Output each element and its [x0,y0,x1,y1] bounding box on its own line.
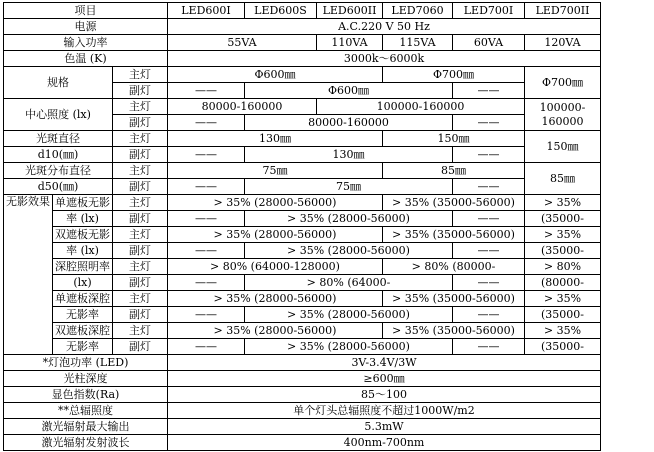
spot-dia-main-row [4,131,601,147]
center-illum-main-row [4,99,601,115]
spot-dia-aux-b: 130㎜ [245,147,453,163]
beam-depth-label: 光柱深度 [4,371,168,387]
spec-aux-600: Φ600㎜ [245,83,453,99]
aux-lamp-label: 副灯 [113,307,168,323]
spec-main-row [4,67,601,83]
spot-dist-c6: 85㎜ [525,163,601,195]
dash-cell: —— [168,147,245,163]
spot-dia-main-b: 150㎜ [383,131,525,147]
spot-dist-aux-row [4,179,601,195]
shadow-main-c6: > 80% [525,259,601,275]
spec-main-600: Φ600㎜ [168,67,383,83]
shadow-aux-c6: (35000- [525,211,601,227]
main-lamp-label: 主灯 [113,227,168,243]
shadow-r0-main [4,195,601,211]
shadow-aux-c6: (35000- [525,243,601,259]
shadow-main-a: > 35% (28000-56000) [168,227,383,243]
aux-lamp-label: 副灯 [113,339,168,355]
shadow-main-b: > 35% (35000-56000) [383,227,525,243]
cri-row [4,387,601,403]
dash-cell: —— [453,83,525,99]
shadow-r4-aux [4,339,601,355]
dash-cell: —— [168,179,245,195]
main-lamp-label: 主灯 [113,99,168,115]
input-power-value: 110VA [317,35,383,51]
laser-wave-value: 400nm-700nm [168,435,601,451]
shadow-row-label: 深腔照明率 [53,259,113,275]
input-power-row [4,35,601,51]
shadow-aux-c6: (35000- [525,307,601,323]
input-power-value: 115VA [383,35,453,51]
dash-cell: —— [168,211,245,227]
shadow-main-a: > 35% (28000-56000) [168,323,383,339]
shadow-aux-c6: (80000- [525,275,601,291]
dash-cell: —— [453,147,525,163]
shadow-aux-c6: (35000- [525,339,601,355]
spot-dia-label: 光斑直径 [4,131,113,147]
center-illum-c6-line1: 100000- [539,100,586,114]
shadow-aux-b: > 80% (64000- [245,275,453,291]
header-model: LED700I [453,3,525,19]
shadow-row-label: 双遮板无影 [53,227,113,243]
shadow-r4-main [4,323,601,339]
dash-cell: —— [453,307,525,323]
header-model: LED600II [317,3,383,19]
main-lamp-label: 主灯 [113,259,168,275]
header-model: LED7060 [383,3,453,19]
laser-power-row [4,419,601,435]
shadow-row-unit: 无影率 [53,307,113,323]
shadow-effect-label: 无影效果 [4,195,53,355]
center-illum-c6-line2: 160000 [541,114,584,128]
dash-cell: —— [453,115,525,131]
cri-label: 显色指数(Ra) [4,387,168,403]
shadow-main-c6: > 35% [525,323,601,339]
irradiance-label: **总辐照度 [4,403,168,419]
laser-power-value: 5.3mW [168,419,601,435]
main-lamp-label: 主灯 [113,131,168,147]
aux-lamp-label: 副灯 [113,147,168,163]
shadow-main-a: > 80% (64000-128000) [168,259,383,275]
shadow-main-c6: > 35% [525,195,601,211]
shadow-main-a: > 35% (28000-56000) [168,291,383,307]
color-temp-value: 3000k～6000k [168,51,601,67]
shadow-row-unit: 率 (lx) [53,211,113,227]
aux-lamp-label: 副灯 [113,211,168,227]
shadow-r1-aux [4,243,601,259]
laser-wave-row [4,435,601,451]
spot-dist-unit: d50(㎜) [4,179,113,195]
center-illum-main-a: 80000-160000 [168,99,317,115]
shadow-main-a: > 35% (28000-56000) [168,195,383,211]
shadow-r2-aux [4,275,601,291]
laser-power-label: 激光辐射最大输出 [4,419,168,435]
center-illum-label: 中心照度 (lx) [4,99,113,131]
spec-label: 规格 [4,67,113,99]
aux-lamp-label: 副灯 [113,275,168,291]
spec-main-700: Φ700㎜ [383,67,525,83]
beam-depth-value: ≥600㎜ [168,371,601,387]
shadow-main-b: > 35% (35000-56000) [383,291,525,307]
header-item: 项目 [4,3,168,19]
shadow-row-unit: (lx) [53,275,113,291]
dash-cell: —— [168,243,245,259]
shadow-row-label: 单遮板深腔 [53,291,113,307]
shadow-main-c6: > 35% [525,227,601,243]
dash-cell: —— [453,179,525,195]
shadow-aux-b: > 35% (28000-56000) [245,211,453,227]
irradiance-row [4,403,601,419]
dash-cell: —— [168,339,245,355]
spec-main-700ii: Φ700㎜ [525,67,601,99]
aux-lamp-label: 副灯 [113,83,168,99]
shadow-aux-b: > 35% (28000-56000) [245,243,453,259]
dash-cell: —— [453,275,525,291]
main-lamp-label: 主灯 [113,323,168,339]
shadow-aux-b: > 35% (28000-56000) [245,339,453,355]
shadow-row-unit: 率 (lx) [53,243,113,259]
spot-dia-main-a: 130㎜ [168,131,383,147]
aux-lamp-label: 副灯 [113,243,168,259]
shadow-row-unit: 无影率 [53,339,113,355]
bulb-power-label: *灯泡功率 (LED) [4,355,168,371]
aux-lamp-label: 副灯 [113,115,168,131]
header-model: LED600I [168,3,245,19]
spec-table [3,2,601,451]
shadow-main-b: > 80% (80000- [383,259,525,275]
cri-value: 85～100 [168,387,601,403]
input-power-value: 60VA [453,35,525,51]
power-source-label: 电源 [4,19,168,35]
spot-dist-main-b: 85㎜ [383,163,525,179]
spot-dist-main-row [4,163,601,179]
main-lamp-label: 主灯 [113,163,168,179]
color-temp-label: 色温 (K) [4,51,168,67]
shadow-row-label: 双遮板深腔 [53,323,113,339]
laser-wave-label: 激光辐射发射波长 [4,435,168,451]
shadow-r1-main [4,227,601,243]
center-illum-aux-b: 80000-160000 [245,115,453,131]
shadow-main-b: > 35% (35000-56000) [383,323,525,339]
shadow-r3-main [4,291,601,307]
input-power-value: 55VA [168,35,317,51]
bulb-power-value: 3V-3.4V/3W [168,355,601,371]
main-lamp-label: 主灯 [113,291,168,307]
beam-depth-row [4,371,601,387]
shadow-main-c6: > 35% [525,291,601,307]
main-lamp-label: 主灯 [113,67,168,83]
input-power-label: 输入功率 [4,35,168,51]
bulb-power-row [4,355,601,371]
power-source-row [4,19,601,35]
header-model: LED700II [525,3,601,19]
dash-cell: —— [453,339,525,355]
spot-dia-aux-row [4,147,601,163]
shadow-r2-main [4,259,601,275]
spot-dia-c6: 150㎜ [525,131,601,163]
shadow-row-label: 单遮板无影 [53,195,113,211]
main-lamp-label: 主灯 [113,195,168,211]
spot-dist-main-a: 75㎜ [168,163,383,179]
power-source-value: A.C.220 V 50 Hz [168,19,601,35]
center-illum-main-b: 100000-160000 [317,99,525,115]
dash-cell: —— [168,307,245,323]
spot-dist-label: 光斑分布直径 [4,163,113,179]
header-model: LED600S [245,3,317,19]
irradiance-value: 单个灯头总辐照度不超过1000W/m2 [168,403,601,419]
shadow-aux-b: > 35% (28000-56000) [245,307,453,323]
shadow-main-b: > 35% (35000-56000) [383,195,525,211]
dash-cell: —— [168,115,245,131]
center-illum-c6 [525,99,601,131]
input-power-value: 120VA [525,35,601,51]
shadow-r3-aux [4,307,601,323]
spot-dist-aux-b: 75㎜ [245,179,453,195]
spot-dia-unit: d10(㎜) [4,147,113,163]
shadow-r0-aux [4,211,601,227]
color-temp-row [4,51,601,67]
dash-cell: —— [453,211,525,227]
header-row [4,3,601,19]
dash-cell: —— [168,83,245,99]
dash-cell: —— [453,243,525,259]
dash-cell: —— [168,275,245,291]
aux-lamp-label: 副灯 [113,179,168,195]
